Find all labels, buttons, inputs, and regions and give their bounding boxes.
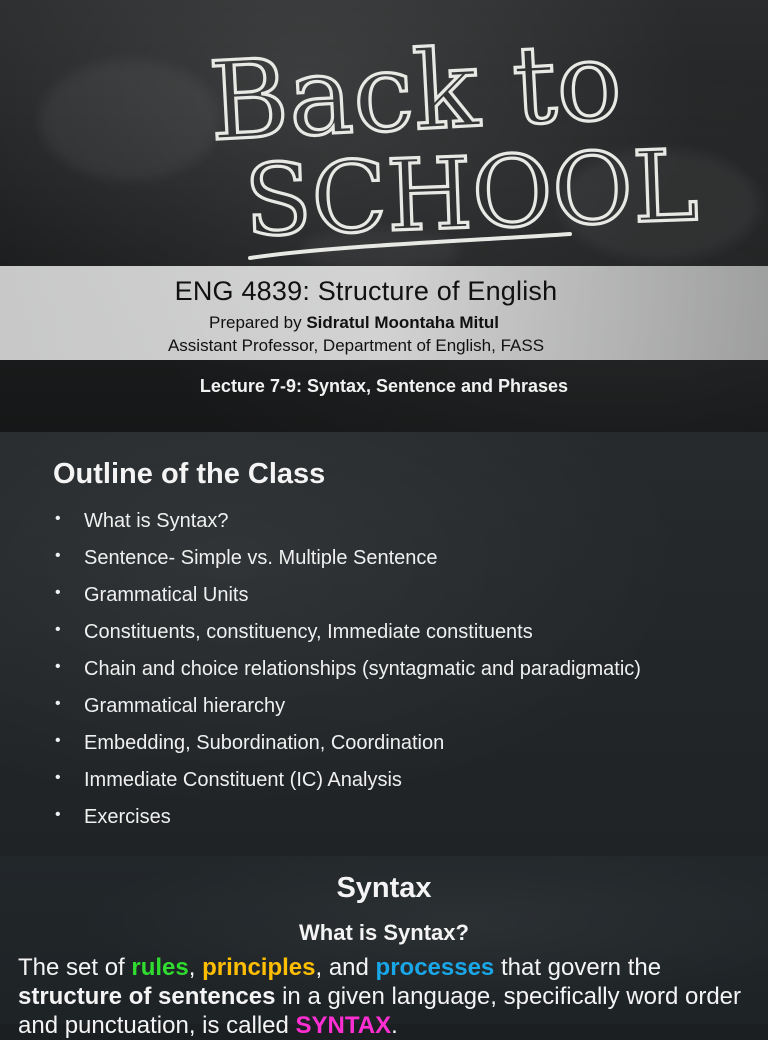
keyword-syntax: SYNTAX xyxy=(295,1012,392,1039)
list-item-text: What is Syntax? xyxy=(84,510,229,532)
title-slide xyxy=(0,0,768,432)
syntax-definition-slide xyxy=(0,856,768,1039)
bullet-icon: • xyxy=(55,806,61,823)
definition-text: . xyxy=(391,1012,398,1039)
list-item xyxy=(53,769,641,806)
list-item xyxy=(53,658,641,695)
keyword-principles: principles xyxy=(202,954,316,981)
outline-title: Outline of the Class xyxy=(53,458,326,490)
list-item-text: Grammatical Units xyxy=(84,584,249,606)
bullet-icon: • xyxy=(55,695,61,712)
bullet-icon: • xyxy=(55,584,61,601)
definition-text: that govern the xyxy=(494,954,662,981)
author-name: Sidratul Moontaha Mitul xyxy=(306,313,499,332)
outline-slide xyxy=(0,432,768,856)
course-title: ENG 4839: Structure of English xyxy=(174,276,558,306)
list-item-text: Immediate Constituent (IC) Analysis xyxy=(84,769,402,791)
definition-text: , xyxy=(188,954,203,981)
chalk-text-back-to: Back to xyxy=(206,18,625,166)
list-item xyxy=(53,806,641,843)
list-item-text: Chain and choice relationships (syntagmatic and paradigmatic) xyxy=(84,658,641,680)
keyword-rules: rules xyxy=(131,954,189,981)
list-item xyxy=(53,732,641,769)
chalk-text-school: SCHOOL xyxy=(242,129,700,260)
list-item xyxy=(53,621,641,658)
bullet-icon: • xyxy=(55,769,61,786)
syntax-definition xyxy=(18,953,758,1040)
keyword-processes: processes xyxy=(375,954,495,981)
list-item-text: Grammatical hierarchy xyxy=(84,695,286,717)
definition-text: , and xyxy=(315,954,376,981)
bullet-icon: • xyxy=(55,621,61,638)
list-item xyxy=(53,695,641,732)
outline-list xyxy=(53,510,641,843)
list-item-text: Embedding, Subordination, Coordination xyxy=(84,732,445,754)
prepared-by-line xyxy=(0,313,768,333)
definition-text: in a given language, specifically word order and punctuation, is called xyxy=(18,983,742,1039)
prepared-by-label: Prepared by xyxy=(209,313,307,332)
back-to-school-chalk-art xyxy=(190,18,700,280)
list-item-text: Exercises xyxy=(84,806,171,828)
syntax-subheading: What is Syntax? xyxy=(299,920,469,945)
lecture-title: Lecture 7-9: Syntax, Sentence and Phrases xyxy=(199,376,569,396)
bullet-icon: • xyxy=(55,658,61,675)
keyword-structure-of-sentences: structure of sentences xyxy=(18,983,276,1010)
author-affiliation: Assistant Professor, Department of English, FASS xyxy=(167,336,545,355)
bullet-icon: • xyxy=(55,732,61,749)
list-item xyxy=(53,584,641,621)
bullet-icon: • xyxy=(55,547,61,564)
definition-text: The set of xyxy=(18,954,132,981)
list-item-text: Sentence- Simple vs. Multiple Sentence xyxy=(84,547,438,569)
list-item-text: Constituents, constituency, Immediate constituents xyxy=(84,621,533,643)
bullet-icon: • xyxy=(55,510,61,527)
list-item xyxy=(53,547,641,584)
list-item xyxy=(53,510,641,547)
syntax-heading: Syntax xyxy=(336,872,432,904)
